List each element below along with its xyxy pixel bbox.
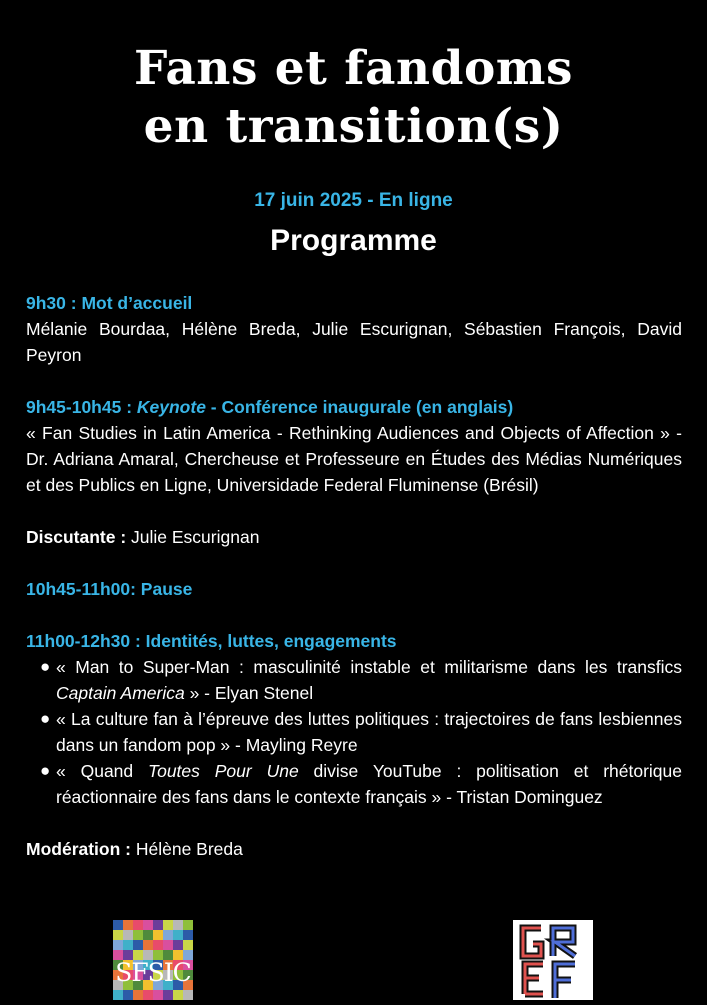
talk-text: « La culture fan à l’épreuve des luttes politiques : trajectoires de fans lesbiennes dans un fandom pop » - Mayling Reyre — [56, 709, 682, 755]
keynote-heading — [26, 394, 682, 420]
event-date: 17 juin 2025 - En ligne — [254, 190, 453, 211]
title-line-1: Fans et fandoms — [134, 41, 573, 96]
sfsic-mosaic-tile — [173, 990, 183, 1000]
sfsic-mosaic-tile — [183, 930, 193, 940]
bullet-icon: ● — [40, 657, 51, 676]
break-time: 10h45-11h00: Pause — [26, 579, 193, 599]
sfsic-mosaic-tile — [113, 920, 123, 930]
keynote-description: « Fan Studies in Latin America - Rethinking Audiences and Objects of Affection » - Dr. Adriana Amaral, Chercheuse et Professeure en Études des Médias Numériques et des Publics en Ligne, Universidade Federal Fluminense (Brésil) — [26, 423, 682, 495]
sfsic-mosaic-tile — [153, 990, 163, 1000]
sfsic-logo-text: SFSIC — [115, 958, 191, 987]
sfsic-mosaic-tile — [153, 930, 163, 940]
sfsic-mosaic-tile — [163, 940, 173, 950]
gref-logo-icon — [513, 920, 593, 1000]
sfsic-mosaic-tile — [183, 940, 193, 950]
welcome-section — [26, 290, 682, 368]
sfsic-mosaic-tile — [173, 940, 183, 950]
talk-work-title: Captain America — [56, 683, 185, 703]
talk-item — [26, 758, 682, 810]
sfsic-mosaic-tile — [113, 940, 123, 950]
bullet-icon: ● — [40, 709, 51, 728]
sfsic-mosaic-tile — [143, 920, 153, 930]
sfsic-mosaic-tile — [113, 990, 123, 1000]
talk-text-after: divise YouTube : politisation et rhétorique réactionnaire des fans dans le contexte français » - Tristan Dominguez — [56, 761, 682, 807]
welcome-time: 9h30 : Mot d’accueil — [26, 293, 193, 313]
sfsic-mosaic-tile — [173, 920, 183, 930]
programme-heading: Programme — [270, 224, 437, 257]
sfsic-mosaic-tile — [123, 920, 133, 930]
moderation-name: Hélène Breda — [131, 839, 243, 859]
talk-text-after: » - Elyan Stenel — [184, 683, 314, 703]
sfsic-mosaic-tile — [133, 990, 143, 1000]
keynote-time: 9h45-10h45 : — [26, 397, 137, 417]
sfsic-mosaic-tile — [183, 990, 193, 1000]
sfsic-mosaic-tile — [123, 990, 133, 1000]
keynote-word: Keynote — [136, 397, 206, 417]
discussant-name: Julie Escurignan — [126, 527, 260, 547]
sfsic-mosaic-tile — [183, 920, 193, 930]
break-section — [26, 576, 682, 602]
talk-work-title: Toutes Pour Une — [148, 761, 299, 781]
talk-item — [26, 706, 682, 758]
sfsic-mosaic-tile — [163, 920, 173, 930]
title-line-2: en transition(s) — [143, 99, 564, 154]
welcome-speakers: Mélanie Bourdaa, Hélène Breda, Julie Escurignan, Sébastien François, David Peyron — [26, 319, 682, 365]
keynote-title: - Conférence inaugurale (en anglais) — [205, 397, 514, 417]
sfsic-mosaic-tile — [143, 990, 153, 1000]
sfsic-mosaic-tile — [133, 920, 143, 930]
discussant-section — [26, 524, 682, 550]
talk-text-before: « Man to Super-Man : masculinité instable et militarisme dans les transfics — [56, 657, 682, 677]
session-section — [26, 628, 682, 810]
session-heading: 11h00-12h30 : Identités, luttes, engagements — [26, 631, 397, 651]
moderation-label: Modération : — [26, 839, 131, 859]
keynote-section — [26, 394, 682, 498]
sfsic-mosaic-tile — [133, 940, 143, 950]
event-title — [0, 40, 707, 156]
sfsic-mosaic-tile — [173, 930, 183, 940]
bullet-icon: ● — [40, 761, 51, 780]
talk-list — [26, 654, 682, 810]
programme-content — [26, 290, 682, 888]
sfsic-mosaic-tile — [113, 930, 123, 940]
sfsic-mosaic-tile — [123, 930, 133, 940]
sfsic-mosaic-tile — [133, 930, 143, 940]
talk-text-before: « Quand — [56, 761, 148, 781]
sfsic-mosaic-tile — [163, 930, 173, 940]
talk-item — [26, 654, 682, 706]
sfsic-mosaic-tile — [143, 940, 153, 950]
sfsic-mosaic-tile — [153, 920, 163, 930]
sfsic-mosaic-tile — [123, 940, 133, 950]
discussant-label: Discutante : — [26, 527, 127, 547]
sfsic-mosaic-tile — [143, 930, 153, 940]
sfsic-mosaic-tile — [163, 990, 173, 1000]
moderation-section — [26, 836, 682, 862]
sfsic-mosaic-tile — [153, 940, 163, 950]
